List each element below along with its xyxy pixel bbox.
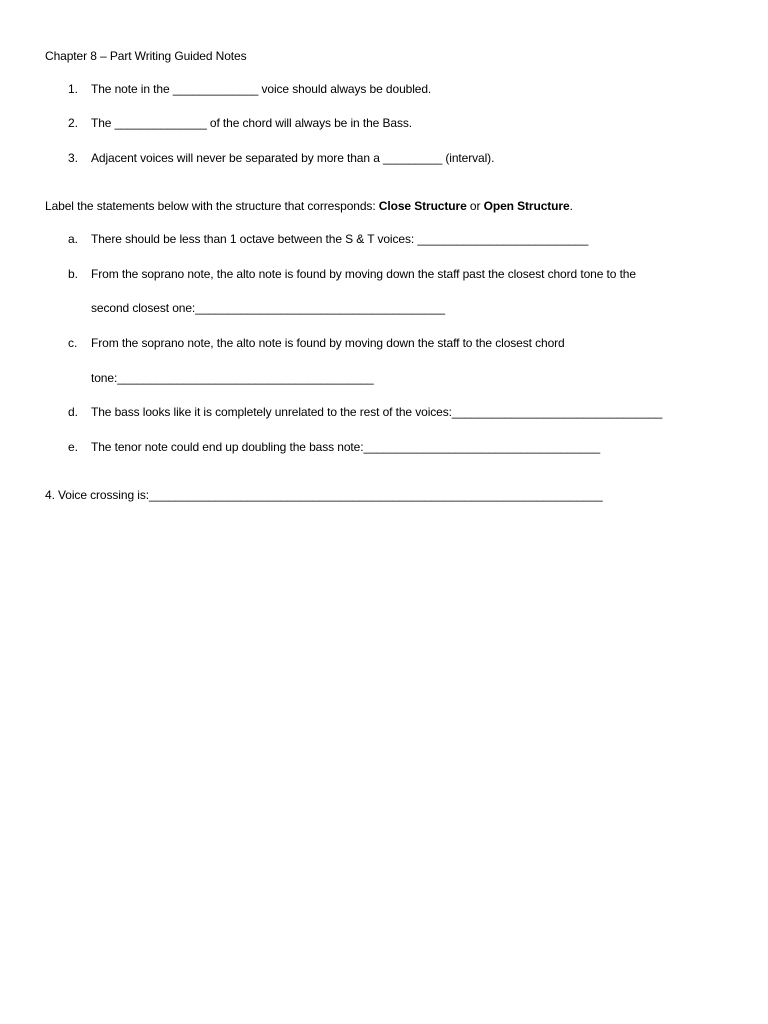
item-2-marker: 2.: [68, 116, 79, 130]
item-e-text: The tenor note could end up doubling the bass note:____________________________________: [91, 440, 601, 454]
item-a-marker: a.: [68, 232, 79, 246]
item-d-marker: d.: [68, 405, 79, 419]
item-b-text-line2: second closest one:______________________________________: [91, 301, 445, 315]
item-c-marker: c.: [68, 336, 78, 350]
page-title: Chapter 8 – Part Writing Guided Notes: [45, 49, 247, 63]
open-structure-label: Open Structure: [483, 199, 570, 213]
item-1-text: The note in the _____________ voice should always be doubled.: [91, 82, 432, 96]
instruction-prefix: Label the statements below with the structure that corresponds:: [45, 199, 379, 213]
item-3-marker: 3.: [68, 151, 79, 165]
item-3-text: Adjacent voices will never be separated by more than a _________ (interval).: [91, 151, 495, 165]
instruction-suffix: .: [569, 199, 573, 213]
item-a-text: There should be less than 1 octave between the S & T voices: __________________________: [91, 232, 589, 246]
item-4-text: 4. Voice crossing is:_____________________________________________________________________: [45, 488, 603, 502]
close-structure-label: Close Structure: [378, 199, 467, 213]
item-b-marker: b.: [68, 267, 79, 281]
item-c-text-line1: From the soprano note, the alto note is found by moving down the staff to the closest chord: [91, 336, 565, 350]
item-e-marker: e.: [68, 440, 79, 454]
item-c-text-line2: tone:_______________________________________: [91, 371, 374, 385]
item-b-text-line1: From the soprano note, the alto note is found by moving down the staff past the closest chord tone to the: [91, 267, 636, 281]
item-d-text: The bass looks like it is completely unrelated to the rest of the voices:________________________________: [91, 405, 663, 419]
item-2-text: The ______________ of the chord will always be in the Bass.: [91, 116, 412, 130]
item-1-marker: 1.: [68, 82, 79, 96]
instruction-text: [45, 199, 573, 213]
instruction-or: or: [466, 199, 484, 213]
